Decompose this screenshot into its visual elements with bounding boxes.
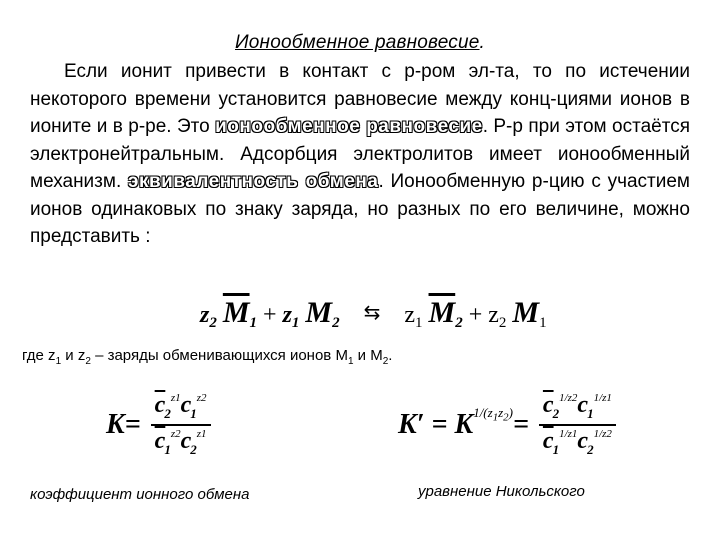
- eq-sub: 2: [332, 315, 340, 331]
- pow-end: ): [508, 404, 513, 420]
- term-exchange-equivalence: эквивалентность обмена: [128, 171, 379, 192]
- pow-sub: 2: [175, 428, 181, 440]
- fraction-numerator: [151, 392, 211, 422]
- eq-m-bar: $\overline{M}$: [428, 296, 456, 329]
- c-sub: 1: [587, 406, 594, 421]
- formula-lhs: K: [106, 409, 125, 440]
- fraction-denominator: [151, 428, 211, 458]
- paragraph-part2: . Р-р при этом остаётся электронейтральным. Адсорбция электролитов имеет ионообменный механизм.: [30, 116, 690, 192]
- eq-sub: 2: [209, 315, 217, 331]
- term-ion-exchange-equilibrium: ионообменное равновесие: [215, 116, 483, 137]
- c-pow: [197, 392, 207, 404]
- eq-plus: +: [468, 302, 483, 328]
- pow-mid: z: [498, 404, 504, 420]
- fraction-numerator: [539, 392, 616, 422]
- c-sub: 1: [190, 406, 197, 421]
- lhs-power: [473, 404, 513, 424]
- eq-z: z: [282, 302, 292, 328]
- eq-sub: 1: [291, 315, 300, 331]
- c-pow: [594, 428, 612, 440]
- nikolsky-equation-formula: [398, 392, 616, 458]
- c-sub: 1: [552, 442, 560, 457]
- pow-exp: 1/z: [559, 428, 572, 440]
- eq-sub: 1: [415, 315, 423, 331]
- exchange-reaction-equation: [200, 296, 547, 332]
- title-text: Ионообменное равновесие: [235, 32, 480, 53]
- formula-fraction: [539, 392, 616, 458]
- c-bar: $\overline{c}$: [542, 428, 554, 454]
- pow-start: 1/(z: [473, 404, 493, 420]
- where-b: и z: [61, 347, 86, 364]
- pow-sub: 1: [175, 392, 181, 404]
- pow-exp: 1/z: [593, 392, 607, 404]
- where-sub: 1: [347, 356, 354, 367]
- eq-sub: 2: [455, 315, 463, 331]
- fraction-bar: [151, 424, 211, 426]
- exchange-coefficient-formula: [106, 392, 211, 458]
- c-sub: 2: [190, 442, 197, 457]
- pow-sub: 2: [571, 392, 578, 404]
- eq-sub: 1: [249, 315, 258, 331]
- main-paragraph: [30, 58, 690, 251]
- where-e: .: [388, 347, 393, 364]
- eq-z: z: [488, 302, 499, 328]
- paragraph-part3: . Ионообменную р-цию с участием ионов одинаковых по знаку заряда, но разных по его величине, можно представить :: [30, 171, 690, 247]
- where-sub: 2: [85, 356, 91, 367]
- pow-sub: 1: [201, 428, 207, 440]
- caption-exchange-coefficient: коэффициент ионного обмена: [30, 486, 250, 503]
- title-period: .: [479, 32, 485, 53]
- pow-sub: 2: [503, 411, 509, 424]
- charges-explanation: [22, 347, 392, 367]
- where-a: где z: [22, 347, 56, 364]
- c: c: [180, 428, 192, 454]
- c-pow: [171, 428, 181, 440]
- formula-eq: =: [512, 409, 529, 440]
- c-sub: 1: [164, 442, 171, 457]
- eq-m-bar: $\overline{M}$: [222, 296, 250, 329]
- fraction-bar: [539, 424, 616, 426]
- pow-sub: 2: [606, 428, 612, 440]
- eq-sub: 1: [539, 315, 547, 331]
- pow-sub: 1: [492, 411, 499, 424]
- c-pow: [594, 392, 612, 404]
- eq-plus: +: [263, 302, 277, 328]
- formula-fraction: [151, 392, 211, 458]
- pow-z: z: [196, 428, 202, 440]
- where-d: и М: [353, 347, 383, 364]
- pow-sub: 1: [606, 392, 612, 404]
- c: c: [577, 428, 589, 454]
- eq-z: z: [404, 302, 416, 328]
- c-sub: 2: [552, 406, 560, 421]
- c-bar: $\overline{c}$: [154, 428, 166, 454]
- equilibrium-arrow-icon: ⇆: [363, 300, 381, 324]
- c-pow: [197, 428, 207, 440]
- paragraph-part1: Если ионит привести в контакт с р-ром эл-та, то по истечении некоторого времени установится равновесие между конц-циями ионов в ионите и в р-ре. Это: [30, 61, 690, 137]
- c-sub: 2: [164, 406, 171, 421]
- formula-lhs: K′ = K: [398, 409, 474, 440]
- where-sub: 1: [55, 356, 62, 367]
- c-sub: 2: [587, 442, 594, 457]
- c-pow: [559, 428, 577, 440]
- eq-sub: 2: [498, 315, 507, 331]
- where-sub: 2: [382, 356, 389, 367]
- formula-eq: =: [124, 409, 141, 440]
- fraction-denominator: [539, 428, 616, 458]
- c: c: [577, 392, 589, 418]
- pow-exp: 1/z: [559, 392, 572, 404]
- c-pow: [171, 392, 181, 404]
- pow-exp: 1/z: [593, 428, 607, 440]
- pow-z: z: [196, 392, 202, 404]
- pow-sub: 1: [571, 428, 578, 440]
- slide-title: [0, 32, 720, 54]
- eq-m: M: [305, 296, 333, 329]
- where-c: – заряды обменивающихся ионов М: [90, 347, 348, 364]
- c: c: [180, 392, 192, 418]
- c-bar: $\overline{c}$: [154, 392, 166, 418]
- eq-m: M: [512, 296, 540, 329]
- pow-sub: 2: [201, 392, 207, 404]
- caption-nikolsky-equation: уравнение Никольского: [418, 483, 585, 500]
- c-pow: [559, 392, 577, 404]
- pow-z: z: [170, 392, 176, 404]
- pow-z: z: [170, 428, 176, 440]
- c-bar: $\overline{c}$: [542, 392, 554, 418]
- eq-z: z: [200, 302, 210, 328]
